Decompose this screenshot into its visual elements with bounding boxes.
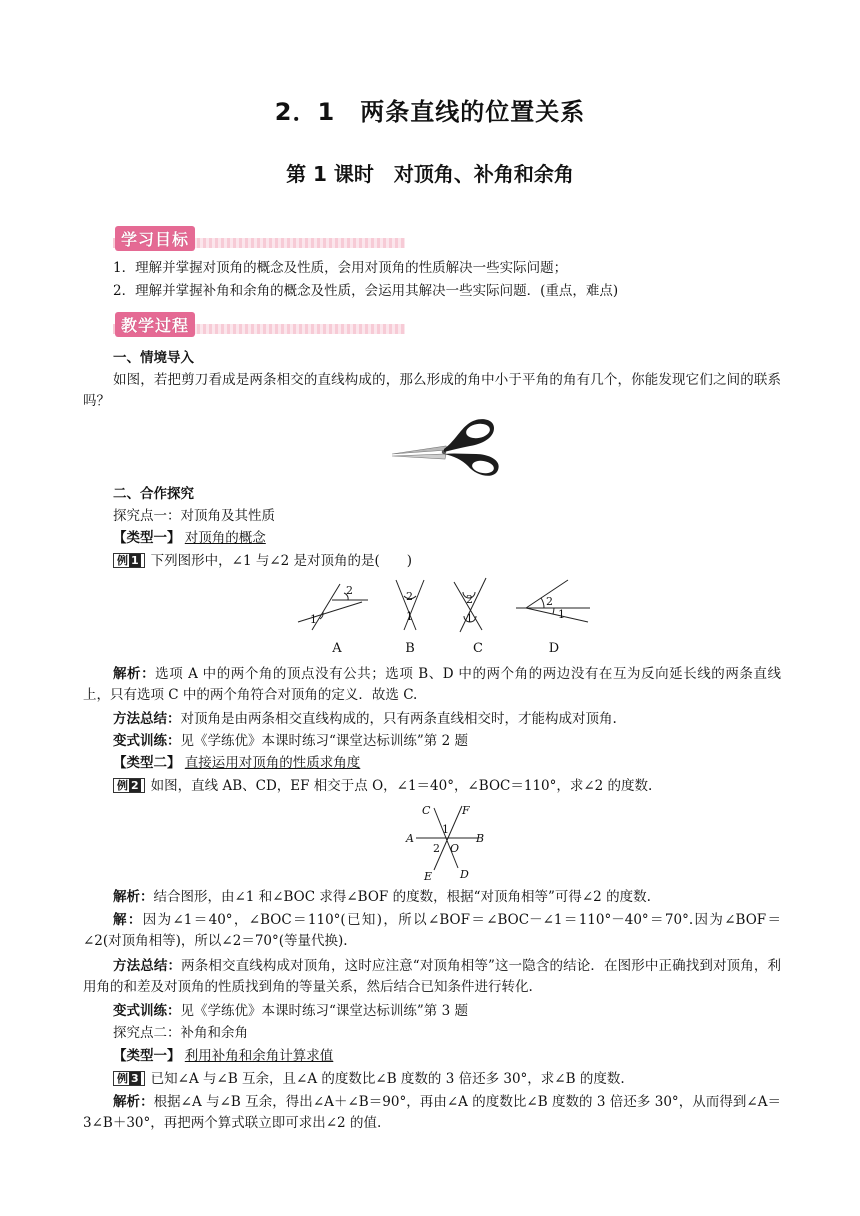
ex1-analysis: 解析：选项 A 中的两个角的顶点没有公共；选项 B、D 中的两个角的两边没有在互为反向延长线的两条直线上，只有选项 C 中的两个角符合对顶角的定义．故选 C.: [83, 666, 781, 703]
goal-item-2: 2．理解并掌握补角和余角的概念及性质，会运用其解决一些实际问题．(重点，难点): [113, 283, 619, 299]
fig-a-label-2: 2: [346, 584, 353, 597]
ex2-method: 方法总结：两条相交直线构成对顶角，这时应注意“对顶角相等”这一隐含的结论．在图形中正确找到对顶角，利用角的和差及对顶角的性质找到角的等量关系，然后结合已知条件进行转化.: [83, 958, 781, 995]
lesson-subtitle: 第 1 课时 对顶角、补角和余角: [286, 162, 574, 186]
fig-b-label-1: 1: [406, 610, 413, 623]
option-d-label: D: [548, 641, 560, 656]
ex3-question-line: [113, 1069, 781, 1089]
ex1-option-figures: [292, 576, 602, 658]
label-b: B: [476, 832, 485, 845]
ex2-figure: [398, 800, 492, 882]
ex3-question: 已知∠A 与∠B 互余，且∠A 的度数比∠B 度数的 3 倍还多 30°，求∠B 的度数.: [150, 1071, 625, 1087]
ex2-question: 如图，直线 AB、CD，EF 相交于点 O，∠1＝40°，∠BOC＝110°，求∠2 的度数.: [150, 778, 653, 794]
section1-heading: 一、情境导入: [113, 350, 194, 366]
example-badge-2: 例 2: [113, 778, 145, 793]
type2-tag: 【类型二】: [113, 755, 181, 771]
example-badge-1: 例 1: [113, 553, 145, 568]
type1-tag: 【类型一】: [113, 530, 181, 546]
process-banner: [113, 312, 405, 336]
type3-tag: 【类型一】: [113, 1048, 181, 1064]
ex1-question: 下列图形中，∠1 与∠2 是对顶角的是( ): [150, 553, 413, 569]
ex1-variant: 变式训练：见《学练优》本课时练习“课堂达标训练”第 2 题: [113, 733, 468, 749]
label-f: F: [462, 804, 470, 817]
ex2-variant: 变式训练：见《学练优》本课时练习“课堂达标训练”第 3 题: [113, 1003, 468, 1019]
point2-label: 探究点二：补角和余角: [113, 1025, 248, 1041]
type2-heading: [113, 753, 781, 773]
type3-heading: [113, 1046, 781, 1066]
point1-label: 探究点一：对顶角及其性质: [113, 508, 275, 524]
option-b-label: B: [405, 641, 415, 656]
process-banner-label: 教学过程: [115, 312, 195, 337]
fig-d-label-1: 1: [558, 608, 565, 621]
option-c-label: C: [473, 641, 483, 656]
fig-a-label-1: 1: [310, 613, 317, 626]
goals-banner-label: 学习目标: [115, 226, 195, 251]
option-a-label: A: [332, 641, 342, 656]
ex1-method: 方法总结：对顶角是由两条相交直线构成的，只有两条直线相交时，才能构成对顶角.: [113, 711, 617, 727]
fig-d-label-2: 2: [546, 595, 553, 608]
ex2-solution: 解：因为∠1＝40°，∠BOC＝110°(已知)，所以∠BOF＝∠BOC－∠1＝110°－40°＝70°.因为∠BOF＝∠2(对顶角相等)，所以∠2＝70°(等量代换).: [83, 912, 782, 949]
type1-title: 对顶角的概念: [184, 530, 266, 546]
ex2-analysis: 解析：结合图形，由∠1 和∠BOC 求得∠BOF 的度数，根据“对顶角相等”可得∠2 的度数.: [113, 889, 651, 905]
label-c: C: [422, 804, 431, 817]
label-o: O: [450, 842, 460, 855]
fig-c-label-1: 1: [466, 612, 473, 625]
ex2-question-line: [113, 776, 781, 796]
label-e: E: [424, 870, 433, 882]
label-a: A: [406, 832, 414, 845]
ex3-analysis: 解析：根据∠A 与∠B 互余，得出∠A＋∠B＝90°，再由∠A 的度数比∠B 度数的 3 倍还多 30°，从而得到∠A＝3∠B＋30°，再把两个算式联立即可求出∠2 的值.: [83, 1094, 781, 1131]
type1-heading: [113, 528, 781, 548]
scissors-image: [388, 416, 503, 482]
example-badge-3: 例 3: [113, 1071, 145, 1086]
ex1-question-line: [113, 551, 781, 571]
section2-heading: 二、合作探究: [113, 486, 194, 502]
page-title: 2．1 两条直线的位置关系: [274, 98, 586, 126]
fig-b-label-2: 2: [406, 590, 413, 603]
goal-item-1: 1．理解并掌握对顶角的概念及性质，会用对顶角的性质解决一些实际问题；: [113, 260, 568, 276]
type3-title: 利用补角和余角计算求值: [184, 1048, 334, 1064]
fig-c-label-2: 2: [466, 593, 473, 606]
label-d: D: [460, 868, 469, 881]
goals-banner: [113, 226, 405, 250]
section1-text: 如图，若把剪刀看成是两条相交的直线构成的，那么形成的角中小于平角的角有几个，你能发现它们之间的联系吗？: [83, 372, 781, 409]
label-angle-1: 1: [442, 823, 449, 836]
label-angle-2: 2: [433, 842, 440, 855]
type2-title: 直接运用对顶角的性质求角度: [184, 755, 361, 771]
